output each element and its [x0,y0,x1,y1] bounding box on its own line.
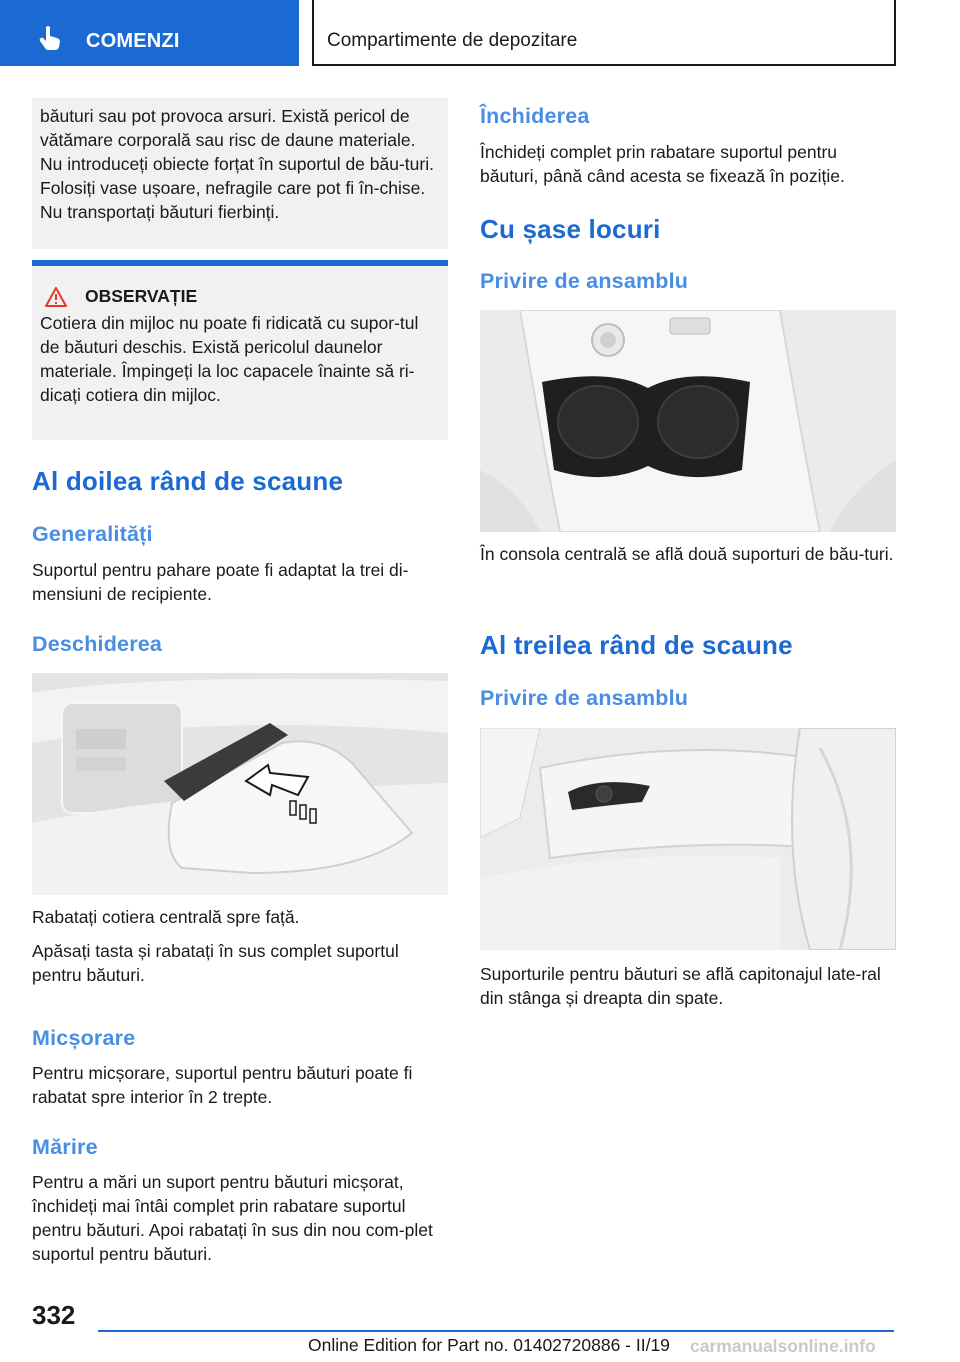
heading-second-row: Al doilea rând de scaune [32,466,344,496]
notice-title: OBSERVAȚIE [85,286,198,306]
hand-pointer-icon [38,25,62,51]
page-header [0,0,960,66]
heading-overview-1: Privire de ansamblu [480,269,689,293]
figure-cupholder-side-trim [480,728,896,950]
cupholders-illustration [480,310,896,532]
notice-text: Cotiera din mijloc nu poate fi ridicată cu supor-tul de băuturi deschis. Există pericolul daunelor materiale. Împingeți la loc capacele înainte să ri-dicați cotiera din mijloc. [40,313,419,405]
footer-watermark: carmanualsonline.info [690,1336,876,1356]
page-number: 332 [32,1300,76,1330]
general-text: Suportul pentru pahare poate fi adaptat la trei di-mensiuni de recipiente. [32,560,409,604]
chapter-tab-label: COMENZI [86,30,180,52]
chapter-tab[interactable] [0,0,299,66]
notice-box [32,260,448,440]
heading-reduce: Micșorare [32,1026,136,1050]
warning-continued-text: băuturi sau pot provoca arsuri. Există pericol de vătămare corporală sau risc de daune materiale. Nu introduceți obiecte forțat în suportul de bău-turi. Folosiți vase ușoare, nefragile care pot fi în-chise. Nu transportați băuturi fierbinți. [40,106,434,222]
figure-cupholders-console [480,310,896,532]
heading-general: Generalități [32,522,153,546]
footer-divider [98,1330,894,1332]
heading-overview-2: Privire de ansamblu [480,686,689,710]
footer-edition: Online Edition for Part no. 01402720886 - II/19 [308,1335,670,1355]
section-title-box [312,0,896,66]
left-column [32,98,448,1288]
heading-third-row: Al treilea rând de scaune [480,630,793,660]
notice-header [45,286,440,307]
overview-2-text: Suporturile pentru băuturi se află capitonajul late-ral din stânga și dreapta din spate. [480,964,881,1008]
side-trim-illustration [480,728,896,950]
armrest-illustration [32,673,448,895]
heading-close: Închiderea [480,104,590,128]
warning-continued-box [32,98,448,249]
reduce-text: Pentru micșorare, suportul pentru băuturi poate fi rabatat spre interior în 2 trepte. [32,1063,413,1107]
close-text: Închideți complet prin rabatare suportul pentru băuturi, până când acesta se fixează în poziție. [480,142,845,186]
overview-1-text: În consola centrală se află două suporturi de bău-turi. [480,544,894,564]
heading-enlarge: Mărire [32,1135,98,1159]
right-column [480,98,896,1288]
open-step-1: Rabatați cotiera centrală spre față. [32,907,300,927]
enlarge-text: Pentru a mări un suport pentru băuturi micșorat, închideți mai întâi complet prin rabatare suportul pentru băuturi. Apoi rabatați în sus din nou com-plet suportul pentru băuturi. [32,1172,433,1264]
heading-open: Deschiderea [32,632,163,656]
open-step-2: Apăsați tasta și rabatați în sus complet suportul pentru băuturi. [32,941,399,985]
heading-six-seats: Cu șase locuri [480,214,661,244]
section-title: Compartimente de depozitare [327,30,578,51]
figure-armrest-open [32,673,448,895]
warning-triangle-icon [45,287,67,307]
